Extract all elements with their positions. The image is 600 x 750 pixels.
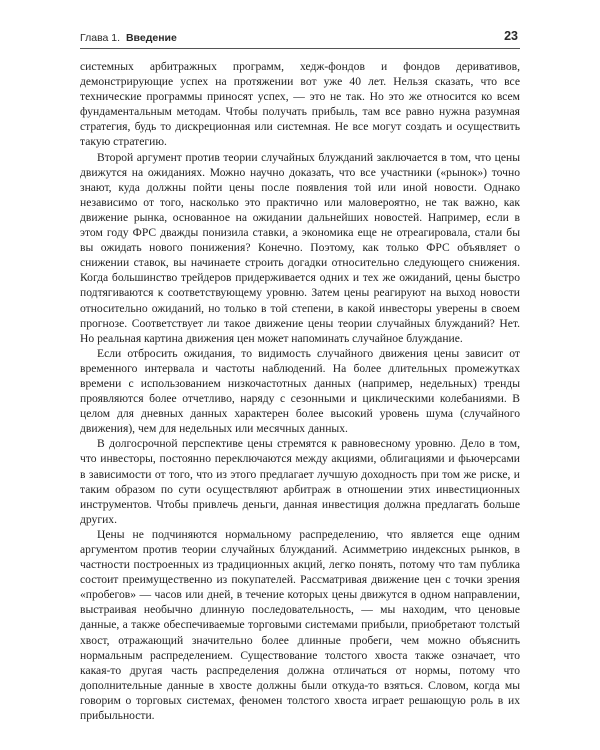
paragraph-4: В долгосрочной перспективе цены стремятся к равновесному уровню. Дело в том, что инвесторы, постоянно переключаются между акциями, облигациями и фьючерсами в зависимости от того, что из этого предлагает лучшую доходность при том же риске, и таким образом по сути осуществляют арбитраж в отношении этих инвестиционных инструментов. Чтобы привлечь деньги, данная инвестиция должна предлагать больше других. xyxy=(80,437,520,526)
page-number: 23 xyxy=(504,29,518,43)
chapter-heading xyxy=(80,32,177,44)
chapter-title: Введение xyxy=(125,32,177,44)
running-header xyxy=(80,26,520,49)
paragraph-5: Цены не подчиняются нормальному распределению, что является еще одним аргументом против теории случайных блужданий. Асимметрию индексных рынков, в частности построенных из традиционных акций, легко понять, потому что там публика состоит преимущественно из покупателей. Рассматривая движение цен с точки зрения «пробегов» — часов или дней, в течение которых цены движутся в одном направлении, выстраивая необычно длинную последовательность, — мы находим, что ценовые данные, а также обеспечиваемые торговыми системами прибыли, приобретают толстый хвост, отражающий значительно более длинные пробеги, чем можно объяснить нормальным распределением. Существование толстого хвоста также означает, что какая-то другая часть распределения должна отличаться от нормы, потому что дополнительные данные в хвосте должны были откуда-то взяться. Словом, когда мы говорим о торговых системах, феномен толстого хвоста играет решающую роль в их прибыльности. xyxy=(80,527,520,723)
body-text xyxy=(80,59,520,723)
chapter-label: Глава 1. xyxy=(80,32,121,44)
paragraph-1: системных арбитражных программ, хедж-фондов и фондов деривативов, демонстрирующие успех на протяжении вот уже 40 лет. Нельзя сказать, что все технические программы приносят успех, — это не так. Но это же относится ко всем фундаментальным методам. Чтобы получать прибыль, там все равно нужна разумная стратегия, будь то дискреционная или системная. Не все могут создать и осуществить такую стратегию. xyxy=(80,60,520,149)
paragraph-2: Второй аргумент против теории случайных блужданий заключается в том, что цены движутся на ожиданиях. Можно научно доказать, что все участники («рынок») точно знают, куда должны пойти цены после появления той или иной новости. Однако независимо от того, насколько это практично или маловероятно, не так важно, как движение рынка, основанное на ожидании дальнейших новостей. Например, если в этом году ФРС дважды понизила ставки, а экономика еще не отреагировала, стали бы вы ожидать нового понижения? Конечно. Поэтому, как только ФРС объявляет о снижении ставок, вы начинаете строить догадки относительно следующего снижения. Когда большинство трейдеров придерживается одних и тех же ожиданий, цены быстро подтягиваются к соответствующему уровню. Затем цены реагируют на выход новости относительно ожиданий, но только в той степени, в какой инвесторы уверены в своем прогнозе. Соответствует ли такое движение цены теории случайных блужданий? Нет. Но реальная картина движения цен может напоминать случайное блуждание. xyxy=(80,150,520,345)
paragraph-3: Если отбросить ожидания, то видимость случайного движения цены зависит от временного интервала и частоты наблюдений. На более длительных промежутках времени с использованием низкочастотных данных (например, недельных) тренды проявляются более отчетливо, наряду с сезонными и циклическими колебаниями. В целом для дневных данных характерен более высокий уровень шума (случайного движения), чем для недельных или месячных данных. xyxy=(80,346,520,436)
